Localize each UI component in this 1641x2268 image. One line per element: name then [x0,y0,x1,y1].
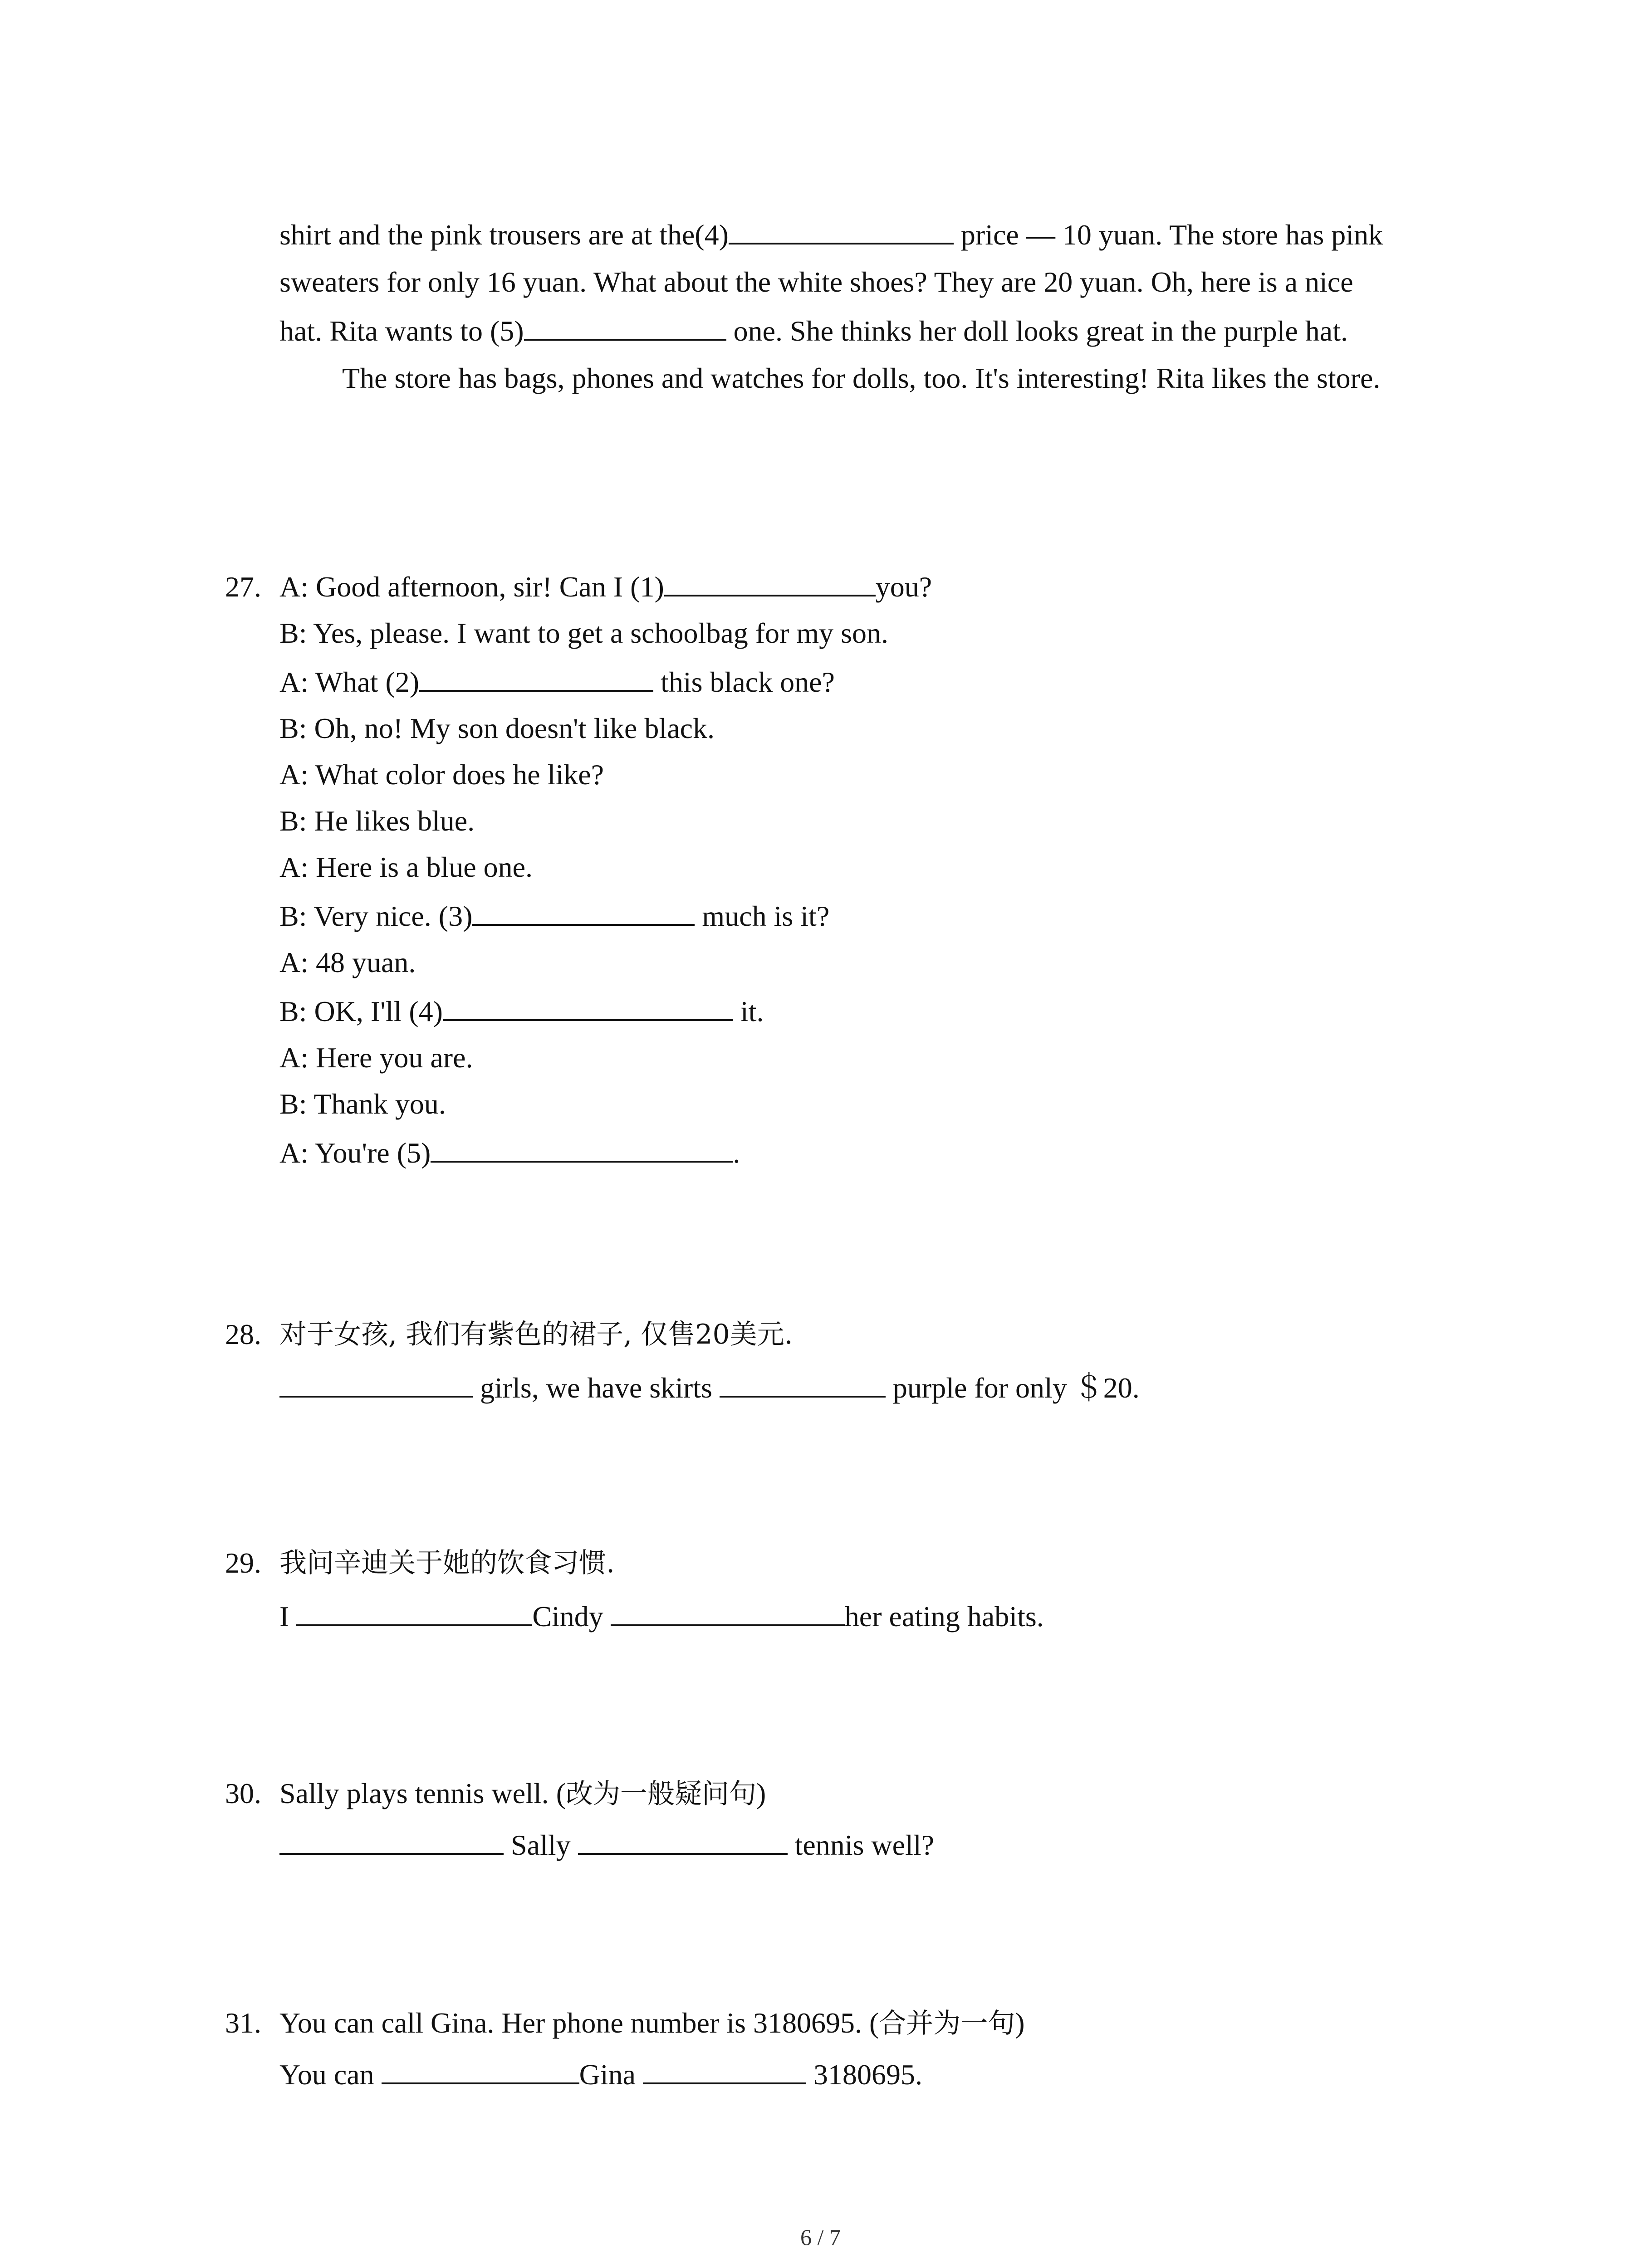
prompt-instruction: 合并为一句 [879,2008,1015,2039]
dialogue-line [279,1135,740,1171]
dialogue-line: B: Yes, please. I want to get a schoolbag for my son. [279,617,889,649]
answer-blank[interactable] [472,899,695,926]
answer-blank[interactable] [664,569,876,596]
dialogue-text: B: OK, I'll (4) [279,995,443,1027]
question-number: 29. [225,1547,261,1579]
dialogue-line [279,664,835,700]
passage-text: shirt and the pink trousers are at the(4) [279,219,729,251]
prompt-text: You can call Gina. Her phone number is 3180695. ( [279,2007,879,2039]
question-prompt [279,1775,766,1812]
dialogue-line [279,569,932,605]
passage-text: one. She thinks her doll looks great in the purple hat. [726,315,1348,347]
dialogue-text: it. [733,995,764,1027]
dialogue-line: B: Thank you. [279,1088,446,1120]
dialogue-line: B: Oh, no! My son doesn't like black. [279,712,715,744]
answer-blank[interactable] [578,1828,788,1855]
answer-blank[interactable] [720,1370,886,1398]
dialogue-text: B: Very nice. (3) [279,900,473,932]
answer-text: girls, we have skirts [473,1372,720,1404]
answer-text: Sally [504,1829,578,1861]
answer-text: Cindy [532,1600,611,1633]
dialogue-line [279,993,764,1030]
answer-blank[interactable] [524,313,726,341]
answer-blank[interactable] [443,994,733,1021]
question-number: 30. [225,1777,261,1809]
dialogue-line: A: 48 yuan. [279,946,416,978]
question-number: 31. [225,2007,261,2039]
question-number: 27. [225,571,261,603]
dialogue-text: . [733,1137,740,1169]
answer-text: tennis well? [787,1829,935,1861]
dialogue-text: A: Good afternoon, sir! Can I (1) [279,571,664,603]
answer-blank[interactable] [382,2057,579,2084]
dialogue-text: A: You're (5) [279,1137,431,1169]
answer-text: You can [279,2058,382,2091]
answer-blank[interactable] [296,1599,532,1626]
passage-line-4: The store has bags, phones and watches for dolls, too. It's interesting! Rita likes the store. [342,362,1381,394]
question-prompt: 我问辛迪关于她的饮食习惯. [279,1547,615,1579]
answer-blank[interactable] [611,1599,845,1626]
answer-blank[interactable] [729,217,954,244]
answer-line [279,1598,1044,1635]
answer-blank[interactable] [431,1135,733,1163]
answer-text: her eating habits. [844,1600,1044,1633]
dialogue-line: A: Here you are. [279,1041,473,1074]
passage-text: hat. Rita wants to (5) [279,315,524,347]
dialogue-line [279,898,829,934]
question-number: 28. [225,1318,261,1350]
prompt-text: ) [1015,2007,1025,2039]
answer-blank[interactable] [643,2057,806,2084]
passage-text: price — 10 yuan. The store has pink [953,219,1383,251]
question-prompt: 对于女孩, 我们有紫色的裙子, 仅售20美元. [279,1319,793,1350]
answer-text: 3180695. [806,2058,923,2091]
answer-text: purple for only ＄20. [885,1372,1140,1404]
dialogue-text: you? [875,571,932,603]
passage-line-3 [279,313,1348,349]
dialogue-line: B: He likes blue. [279,805,475,837]
answer-line [279,2057,922,2093]
question-prompt [279,2005,1025,2042]
prompt-instruction: 改为一般疑问句 [566,1778,757,1810]
page-number: 6 / 7 [800,2224,841,2250]
answer-blank[interactable] [419,665,653,692]
answer-text: I [279,1600,297,1633]
dialogue-line: A: Here is a blue one. [279,851,533,883]
answer-blank[interactable] [279,1370,473,1398]
passage-line-2: sweaters for only 16 yuan. What about the white shoes? They are 20 yuan. Oh, here is a nice [279,266,1353,298]
answer-line [279,1827,934,1863]
dialogue-text: much is it? [695,900,830,932]
answer-blank[interactable] [279,1828,504,1855]
dialogue-text: A: What (2) [279,666,420,698]
dialogue-line: A: What color does he like? [279,758,604,791]
passage-line-1 [279,217,1383,253]
answer-text: Gina [579,2058,643,2091]
answer-line [279,1370,1140,1406]
dialogue-text: this black one? [653,666,835,698]
prompt-text: Sally plays tennis well. ( [279,1777,566,1809]
prompt-text: ) [756,1777,766,1809]
